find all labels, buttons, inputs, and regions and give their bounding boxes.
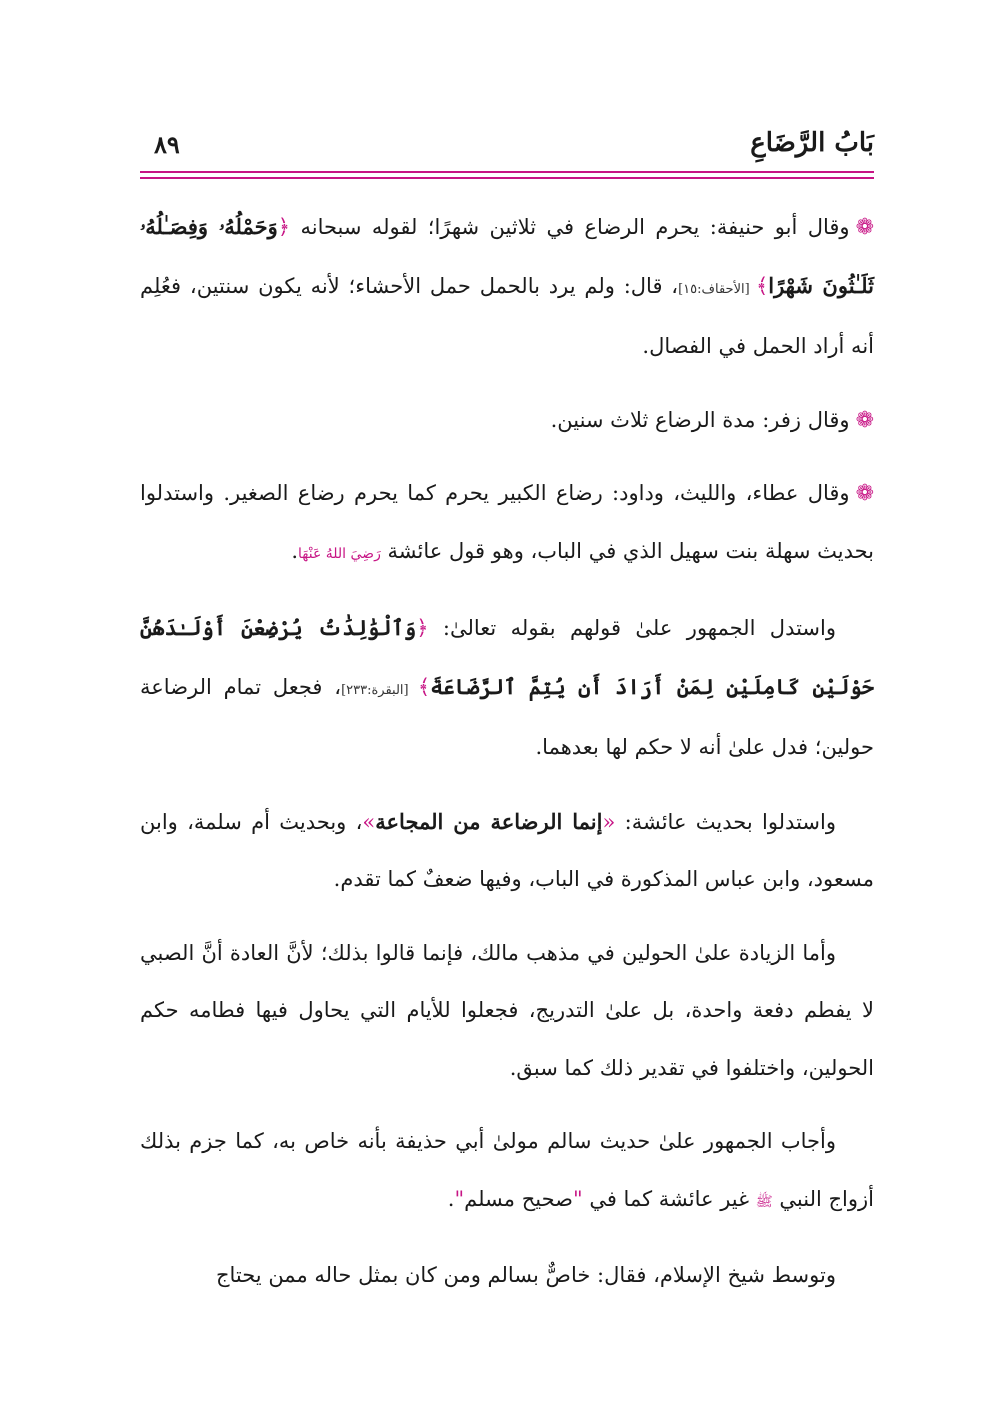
flower-ornament-icon: ❁ — [855, 407, 874, 433]
page-header — [140, 128, 874, 168]
body-text: وتوسط شيخ الإسلام، فقال: خاصٌّ بسالم ومن كان بمثل حاله ممن يحتاج — [215, 1263, 836, 1287]
paragraph — [140, 925, 874, 1098]
body-text: . — [447, 1186, 455, 1211]
honorific: رَضِيَ اللهُ عَنْهَا — [298, 545, 381, 562]
quran-verse: وَٱلْوَٰلِدَٰتُ يُرْضِعْنَ أَوْلَـٰدَهُنَّ حَوْلَيْنِ كَامِلَيْنِ لِمَنْ أَرَادَ أَن يُتِمَّ ٱلرَّضَاعَةَ — [140, 615, 874, 699]
paragraph — [140, 465, 874, 583]
paragraph — [140, 198, 874, 376]
body-text: ، وبحديث أم سلمة، وابن مسعود، وابن عباس المذكورة في الباب، وفيها ضعفٌ كما تقدم. — [140, 809, 874, 891]
body-text: غير عائشة كما في — [582, 1186, 756, 1211]
hadith-text: إنما الرضاعة من المجاعة — [375, 808, 603, 834]
header-rule-bottom — [140, 177, 874, 179]
quran-verse: وَحَمْلُهُۥ وَفِصَـٰلُهُۥ ثَلَـٰثُونَ شَهْرًا — [140, 214, 874, 298]
page-body — [140, 198, 874, 1321]
bracket: « — [602, 809, 616, 834]
body-text: . — [291, 538, 299, 563]
verse-reference: [البقرة:٢٣٣] — [341, 682, 418, 698]
body-text: وقال عطاء، والليث، وداود: رضاع الكبير يحرم كما يحرم رضاع الصغير. واستدلوا بحديث سهلة بنت سهيل الذي في الباب، وهو قول عائشة — [140, 481, 874, 563]
paragraph — [140, 599, 874, 777]
body-text: وقال أبو حنيفة: يحرم الرضاع في ثلاثين شهرًا؛ لقوله سبحانه — [290, 215, 850, 239]
page-number: ٨٩ — [154, 130, 180, 159]
flower-ornament-icon: ❁ — [855, 481, 874, 506]
paragraph — [140, 392, 874, 450]
bracket: ﴿ — [277, 215, 291, 239]
body-text: ، فجعل تمام الرضاعة حولين؛ فدل علىٰ أنه لا حكم لها بعدهما. — [140, 674, 874, 759]
bracket: ﴿ — [416, 616, 429, 640]
body-text: وأجاب الجمهور علىٰ حديث سالم مولىٰ أبي حذيفة بأنه خاص به، كما جزم بذلك أزواج النبي — [140, 1129, 874, 1211]
chapter-title: بَابُ الرَّضَاعِ — [750, 128, 874, 158]
bracket: " — [572, 1186, 583, 1211]
bracket: ﴾ — [755, 273, 769, 298]
flower-ornament-icon: ❁ — [855, 215, 874, 240]
body-text: واستدل الجمهور علىٰ قولهم بقوله تعالىٰ: — [428, 616, 836, 640]
body-text: وأما الزيادة علىٰ الحولين في مذهب مالك، فإنما قالوا بذلك؛ لأنَّ العادة أنَّ الصبي لا يفطم دفعة واحدة، بل علىٰ التدريج، فجعلوا للأيام التي يحاول فيها فطامه حكم الحولين، واختلفوا في تقدير ذلك كما سبق. — [140, 940, 874, 1080]
verse-reference: [الأحقاف:١٥] — [678, 281, 756, 297]
body-text: ، قال: ولم يرد بالحمل حمل الأحشاء؛ لأنه يكون سنتين، فعُلِم أنه أراد الحمل في الفصال. — [140, 273, 874, 358]
body-text: واستدلوا بحديث عائشة: — [615, 809, 836, 834]
header-rule-top — [140, 171, 874, 173]
paragraph — [140, 793, 874, 909]
bracket: ﴾ — [417, 674, 431, 699]
body-text: صحيح مسلم — [464, 1186, 573, 1211]
body-text: وقال زفر: مدة الرضاع ثلاث سنين. — [550, 407, 850, 432]
bracket: » — [362, 809, 376, 834]
honorific: ﷺ — [755, 1193, 773, 1210]
paragraph — [140, 1113, 874, 1231]
bracket: " — [454, 1186, 465, 1211]
paragraph — [140, 1247, 874, 1305]
